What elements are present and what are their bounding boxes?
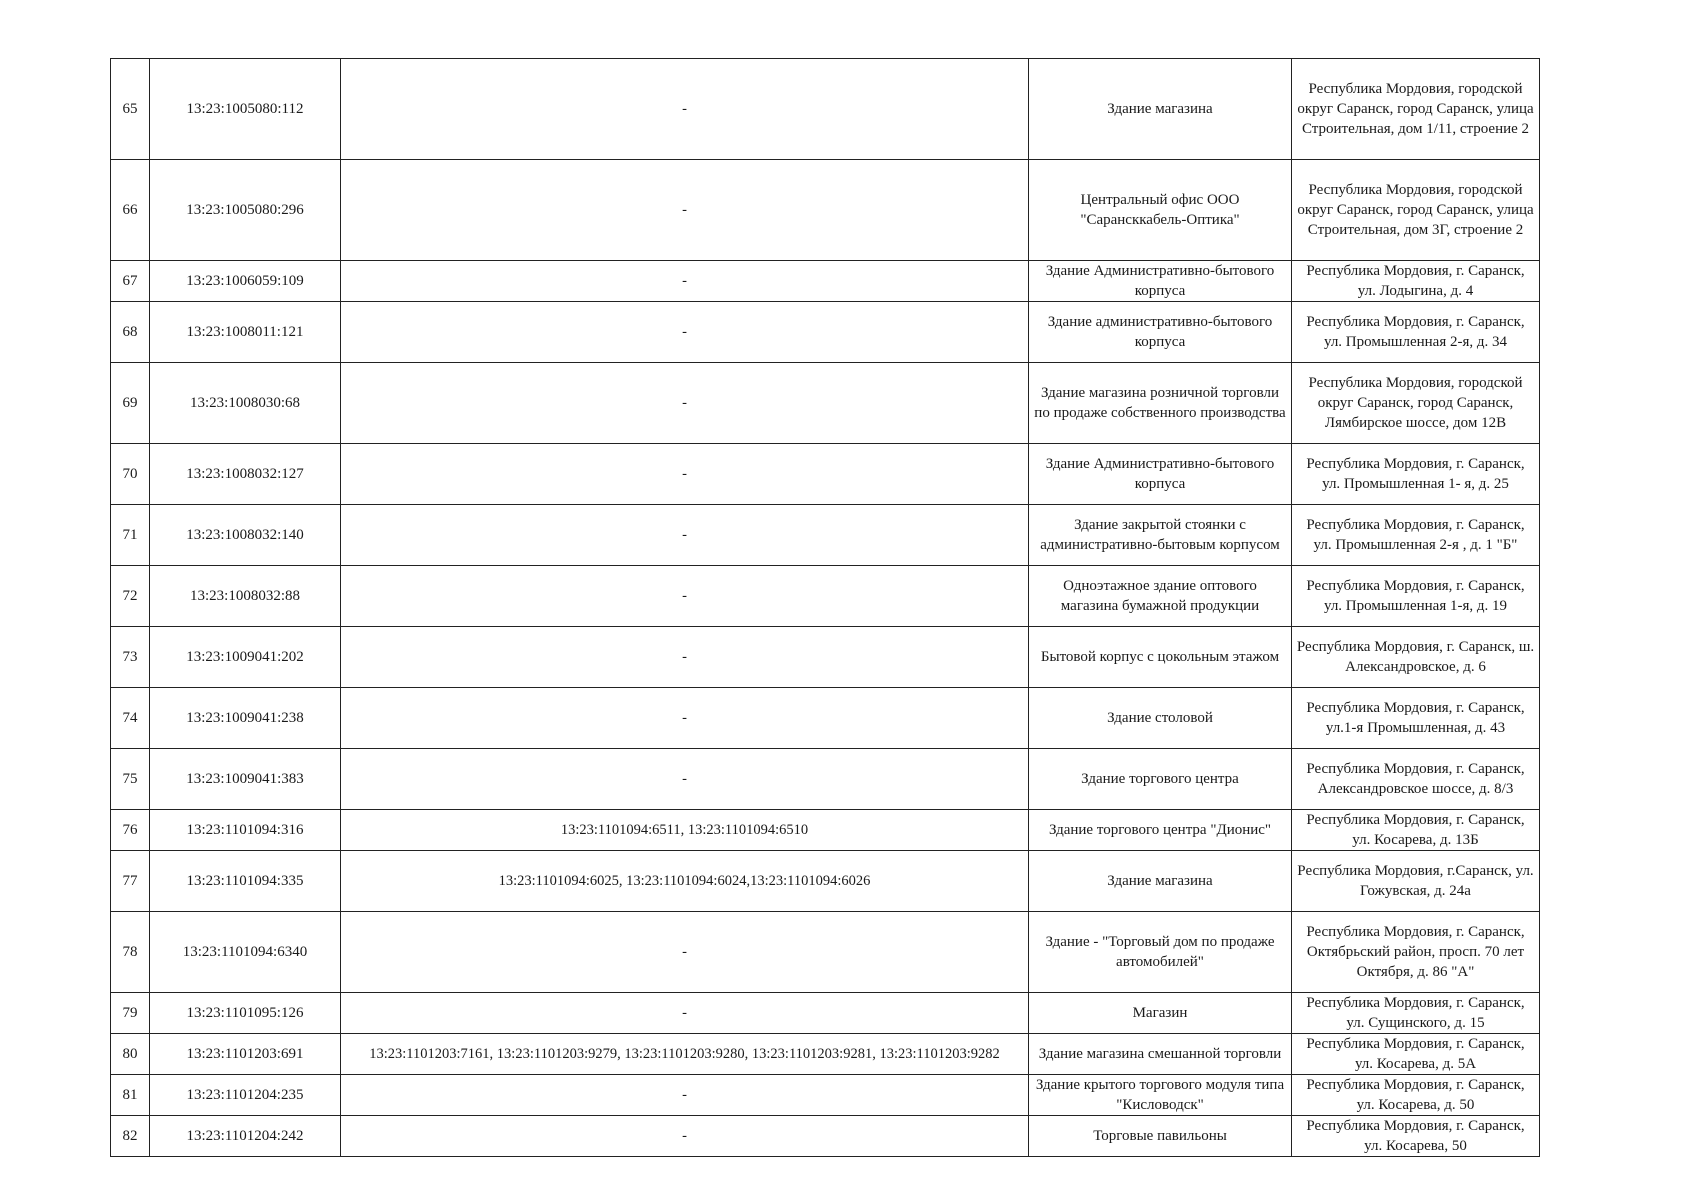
cadastral-number-cell: 13:23:1005080:296 [150,160,341,261]
object-address-cell: Республика Мордовия, г. Саранск, ул. Косарева, д. 50 [1292,1075,1540,1116]
object-name-cell: Одноэтажное здание оптового магазина бумажной продукции [1029,566,1292,627]
related-objects-cell: 13:23:1101094:6511, 13:23:1101094:6510 [341,810,1029,851]
table-row [111,302,1540,363]
table-row [111,1116,1540,1157]
object-address-cell: Республика Мордовия, г. Саранск, Октябрьский район, просп. 70 лет Октября, д. 86 "А" [1292,912,1540,993]
object-address-cell: Республика Мордовия, г.Саранск, ул. Гожувская, д. 24а [1292,851,1540,912]
object-address-cell: Республика Мордовия, г. Саранск, ул. Косарева, 50 [1292,1116,1540,1157]
object-name-cell: Здание - "Торговый дом по продаже автомобилей" [1029,912,1292,993]
row-number-cell: 66 [111,160,150,261]
table-row [111,688,1540,749]
table-row [111,993,1540,1034]
table-row [111,749,1540,810]
object-address-cell: Республика Мордовия, городской округ Саранск, город Саранск, улица Строительная, дом 1/11, строение 2 [1292,59,1540,160]
object-address-cell: Республика Мордовия, городской округ Саранск, город Саранск, Лямбирское шоссе, дом 12В [1292,363,1540,444]
row-number-cell: 80 [111,1034,150,1075]
cadastral-number-cell: 13:23:1006059:109 [150,261,341,302]
table-row [111,912,1540,993]
object-name-cell: Магазин [1029,993,1292,1034]
table-row [111,627,1540,688]
cadastral-number-cell: 13:23:1008030:68 [150,363,341,444]
object-address-cell: Республика Мордовия, г. Саранск, ул. Промышленная 1-я, д. 19 [1292,566,1540,627]
cadastral-number-cell: 13:23:1008032:127 [150,444,341,505]
related-objects-cell: - [341,444,1029,505]
related-objects-cell: - [341,160,1029,261]
object-name-cell: Здание крытого торгового модуля типа "Кисловодск" [1029,1075,1292,1116]
row-number-cell: 72 [111,566,150,627]
table-row [111,363,1540,444]
cadastral-number-cell: 13:23:1101203:691 [150,1034,341,1075]
object-name-cell: Здание Административно-бытового корпуса [1029,444,1292,505]
cadastral-number-cell: 13:23:1101094:6340 [150,912,341,993]
object-address-cell: Республика Мордовия, г. Саранск, ул. Промышленная 2-я , д. 1 "Б" [1292,505,1540,566]
table-row [111,1034,1540,1075]
cadastral-number-cell: 13:23:1008032:88 [150,566,341,627]
cadastral-number-cell: 13:23:1009041:383 [150,749,341,810]
table-row [111,1075,1540,1116]
cadastral-number-cell: 13:23:1101204:235 [150,1075,341,1116]
related-objects-cell: - [341,261,1029,302]
row-number-cell: 74 [111,688,150,749]
related-objects-cell: - [341,302,1029,363]
related-objects-cell: - [341,59,1029,160]
object-name-cell: Здание административно-бытового корпуса [1029,302,1292,363]
table-row [111,505,1540,566]
object-address-cell: Республика Мордовия, г. Саранск, ул. Промышленная 2-я, д. 34 [1292,302,1540,363]
object-name-cell: Здание магазина [1029,59,1292,160]
cadastral-number-cell: 13:23:1101204:242 [150,1116,341,1157]
row-number-cell: 75 [111,749,150,810]
object-address-cell: Республика Мордовия, городской округ Саранск, город Саранск, улица Строительная, дом 3Г, строение 2 [1292,160,1540,261]
row-number-cell: 68 [111,302,150,363]
object-address-cell: Республика Мордовия, г. Саранск, ул. Сущинского, д. 15 [1292,993,1540,1034]
cadastral-number-cell: 13:23:1009041:238 [150,688,341,749]
related-objects-cell: - [341,993,1029,1034]
object-name-cell: Здание торгового центра [1029,749,1292,810]
related-objects-cell: 13:23:1101203:7161, 13:23:1101203:9279, 13:23:1101203:9280, 13:23:1101203:9281, 13:23:1101203:9282 [341,1034,1029,1075]
object-name-cell: Здание Административно-бытового корпуса [1029,261,1292,302]
related-objects-cell: - [341,912,1029,993]
row-number-cell: 76 [111,810,150,851]
row-number-cell: 69 [111,363,150,444]
row-number-cell: 79 [111,993,150,1034]
table-row [111,261,1540,302]
cadastral-number-cell: 13:23:1101094:316 [150,810,341,851]
related-objects-cell: 13:23:1101094:6025, 13:23:1101094:6024,13:23:1101094:6026 [341,851,1029,912]
registry-table-body [111,59,1540,1157]
object-address-cell: Республика Мордовия, г. Саранск, ул. Промышленная 1- я, д. 25 [1292,444,1540,505]
object-address-cell: Республика Мордовия, г. Саранск, Александровское шоссе, д. 8/3 [1292,749,1540,810]
row-number-cell: 70 [111,444,150,505]
object-name-cell: Центральный офис ООО "Сарансккабель-Оптика" [1029,160,1292,261]
object-name-cell: Здание столовой [1029,688,1292,749]
cadastral-number-cell: 13:23:1101094:335 [150,851,341,912]
related-objects-cell: - [341,627,1029,688]
object-name-cell: Бытовой корпус с цокольным этажом [1029,627,1292,688]
row-number-cell: 65 [111,59,150,160]
row-number-cell: 73 [111,627,150,688]
cadastral-number-cell: 13:23:1008032:140 [150,505,341,566]
table-row [111,810,1540,851]
document-page [110,58,1539,1157]
object-address-cell: Республика Мордовия, г. Саранск, ш. Александровское, д. 6 [1292,627,1540,688]
related-objects-cell: - [341,749,1029,810]
property-registry-table [110,58,1540,1157]
related-objects-cell: - [341,566,1029,627]
table-row [111,59,1540,160]
table-row [111,160,1540,261]
object-name-cell: Здание магазина смешанной торговли [1029,1034,1292,1075]
related-objects-cell: - [341,1116,1029,1157]
object-name-cell: Здание закрытой стоянки с административно-бытовым корпусом [1029,505,1292,566]
object-name-cell: Здание магазина [1029,851,1292,912]
object-name-cell: Торговые павильоны [1029,1116,1292,1157]
row-number-cell: 67 [111,261,150,302]
related-objects-cell: - [341,363,1029,444]
object-name-cell: Здание торгового центра "Дионис" [1029,810,1292,851]
row-number-cell: 71 [111,505,150,566]
row-number-cell: 78 [111,912,150,993]
object-address-cell: Республика Мордовия, г. Саранск, ул. Косарева, д. 13Б [1292,810,1540,851]
related-objects-cell: - [341,1075,1029,1116]
table-row [111,444,1540,505]
row-number-cell: 81 [111,1075,150,1116]
cadastral-number-cell: 13:23:1101095:126 [150,993,341,1034]
cadastral-number-cell: 13:23:1005080:112 [150,59,341,160]
row-number-cell: 77 [111,851,150,912]
cadastral-number-cell: 13:23:1009041:202 [150,627,341,688]
related-objects-cell: - [341,688,1029,749]
table-row [111,566,1540,627]
object-name-cell: Здание магазина розничной торговли по продаже собственного производства [1029,363,1292,444]
object-address-cell: Республика Мордовия, г. Саранск, ул. Косарева, д. 5А [1292,1034,1540,1075]
object-address-cell: Республика Мордовия, г. Саранск, ул. Лодыгина, д. 4 [1292,261,1540,302]
row-number-cell: 82 [111,1116,150,1157]
table-row [111,851,1540,912]
related-objects-cell: - [341,505,1029,566]
object-address-cell: Республика Мордовия, г. Саранск, ул.1-я Промышленная, д. 43 [1292,688,1540,749]
cadastral-number-cell: 13:23:1008011:121 [150,302,341,363]
